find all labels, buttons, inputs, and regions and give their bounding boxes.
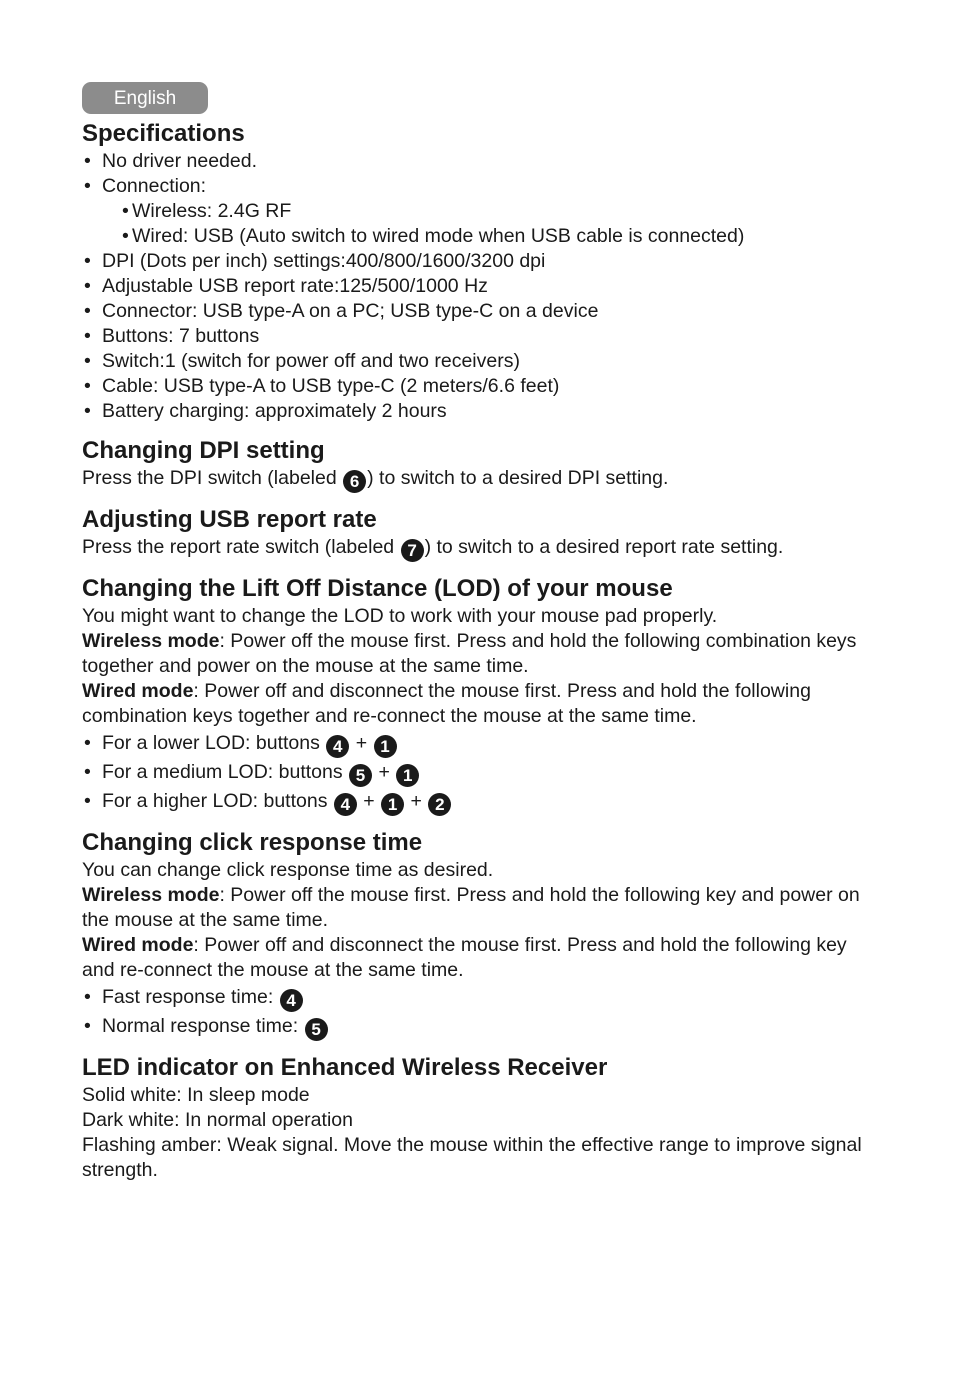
led-line: Solid white: In sleep mode: [82, 1084, 310, 1106]
option-label: Normal response time:: [102, 1015, 304, 1037]
plus-sign: +: [378, 761, 390, 783]
button-number-badge: 1: [381, 793, 404, 816]
manual-page: [82, 82, 882, 1183]
specifications-section: [82, 119, 882, 424]
mode-label: Wired mode: [82, 680, 194, 702]
click-wired-mode: [82, 933, 882, 983]
button-number-badge: 2: [428, 793, 451, 816]
button-number-badge: 1: [396, 764, 419, 787]
button-number-badge: 4: [326, 735, 349, 758]
click-wireless-mode: [82, 883, 882, 933]
spec-item: • Cable: USB type-A to USB type-C (2 meters/6.6 feet): [82, 374, 882, 399]
usb-rate-text-before: Press the report rate switch (labeled: [82, 536, 400, 558]
button-number-badge: 7: [401, 539, 424, 562]
led-section: [82, 1053, 882, 1183]
click-options-list: [82, 983, 882, 1041]
plus-sign: +: [355, 732, 368, 754]
lod-section: [82, 574, 882, 816]
mode-text: : Power off and disconnect the mouse first. Press and hold the following key and re-connect the mouse at the same time.: [82, 934, 847, 981]
spec-item: • DPI (Dots per inch) settings:400/800/1600/3200 dpi: [82, 249, 882, 274]
specifications-list: [82, 149, 882, 424]
button-number-badge: 4: [334, 793, 357, 816]
mode-text: : Power off and disconnect the mouse first. Press and hold the following combination keys together and re-connect the mouse at the same time.: [82, 680, 811, 727]
spec-item-connection: [82, 174, 882, 249]
click-option-normal: [82, 1012, 882, 1041]
connection-sublist: [102, 199, 882, 249]
spec-item: • Adjustable USB report rate:125/500/1000 Hz: [82, 274, 882, 299]
spec-item: • Connector: USB type-A on a PC; USB type-C on a device: [82, 299, 882, 324]
option-label: For a medium LOD: buttons: [102, 761, 349, 783]
spec-item: • Switch:1 (switch for power off and two receivers): [82, 349, 882, 374]
click-response-section: [82, 828, 882, 1041]
lod-wired-mode: [82, 679, 882, 729]
lod-wireless-mode: [82, 629, 882, 679]
dpi-heading: Changing DPI setting: [82, 437, 325, 464]
button-number-badge: 4: [280, 989, 303, 1012]
option-label: For a lower LOD: buttons: [102, 732, 326, 754]
mode-label: Wired mode: [82, 934, 194, 956]
plus-sign: +: [363, 790, 375, 812]
click-option-fast: [82, 983, 882, 1012]
lod-option-medium: [82, 758, 882, 787]
button-number-badge: 5: [349, 764, 372, 787]
spec-item: • Buttons: 7 buttons: [82, 324, 882, 349]
mode-text: : Power off the mouse first. Press and hold the following key and power on the mouse at the same time.: [82, 884, 860, 931]
option-label: For a higher LOD: buttons: [102, 790, 333, 812]
connection-sub-item: • Wireless: 2.4G RF: [102, 199, 882, 224]
lod-option-higher: [82, 787, 882, 816]
lod-options-list: [82, 729, 882, 816]
dpi-text-before: Press the DPI switch (labeled: [82, 467, 343, 489]
led-line: Dark white: In normal operation: [82, 1109, 353, 1131]
connection-sub-item: • Wired: USB (Auto switch to wired mode when USB cable is connected): [102, 224, 882, 249]
language-tab: English: [82, 82, 208, 114]
usb-rate-heading: Adjusting USB report rate: [82, 506, 377, 533]
spec-item: • No driver needed.: [82, 149, 882, 174]
led-heading: LED indicator on Enhanced Wireless Receiver: [82, 1054, 608, 1081]
dpi-section: [82, 436, 882, 493]
led-line: Flashing amber: Weak signal. Move the mouse within the effective range to improve signal strength.: [82, 1134, 862, 1181]
usb-rate-instruction: [82, 535, 882, 562]
button-number-badge: 1: [374, 735, 397, 758]
click-response-heading: Changing click response time: [82, 829, 423, 856]
button-number-badge: 6: [343, 470, 366, 493]
button-number-badge: 5: [305, 1018, 328, 1041]
click-intro: You can change click response time as desired.: [82, 859, 494, 881]
specifications-heading: Specifications: [82, 120, 245, 147]
option-label: Fast response time:: [102, 986, 279, 1008]
lod-option-lower: [82, 729, 882, 758]
lod-heading: Changing the Lift Off Distance (LOD) of your mouse: [82, 575, 673, 602]
mode-label: Wireless mode: [82, 884, 220, 906]
dpi-text-after: ) to switch to a desired DPI setting.: [367, 467, 669, 489]
spec-item-label: Connection:: [102, 175, 207, 197]
plus-sign: +: [410, 790, 422, 812]
dpi-instruction: [82, 466, 882, 493]
spec-item: • Battery charging: approximately 2 hours: [82, 399, 882, 424]
usb-rate-section: [82, 505, 882, 562]
usb-rate-text-after: ) to switch to a desired report rate setting.: [424, 536, 784, 558]
mode-text: : Power off the mouse first. Press and hold the following combination keys together and power on the mouse at the same time.: [82, 630, 857, 677]
lod-intro: You might want to change the LOD to work with your mouse pad properly.: [82, 605, 718, 627]
mode-label: Wireless mode: [82, 630, 220, 652]
